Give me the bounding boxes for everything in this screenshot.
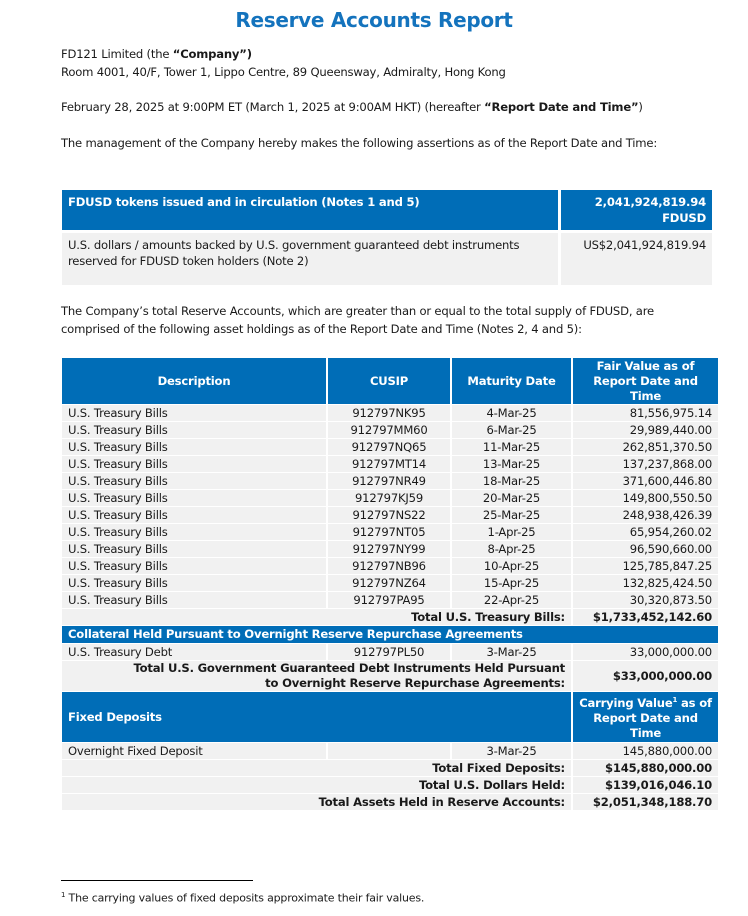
cell-maturity: 13-Mar-25 [452, 456, 571, 472]
cell-value: 65,954,260.02 [573, 524, 718, 540]
cell-value: 132,825,424.50 [573, 575, 718, 591]
treasury-bill-row [62, 456, 718, 472]
cell-cusip: 912797NQ65 [328, 439, 450, 455]
company-block [61, 45, 506, 81]
treasury-bill-row [62, 490, 718, 506]
collateral-header-row [62, 626, 718, 643]
col-description: Description [62, 358, 326, 404]
summary-table [59, 187, 715, 288]
cell-maturity: 6-Mar-25 [452, 422, 571, 438]
company-address: Room 4001, 40/F, Tower 1, Lippo Centre, 89 Queensway, Admiralty, Hong Kong [61, 65, 506, 79]
cell-cusip: 912797NB96 [328, 558, 450, 574]
cell-value: 29,989,440.00 [573, 422, 718, 438]
total-assets-row: Total Assets Held in Reserve Accounts: $2,051,348,188.70 [62, 794, 718, 810]
cell-maturity: 18-Mar-25 [452, 473, 571, 489]
treasury-bill-row [62, 541, 718, 557]
treasury-bills-body [62, 405, 718, 608]
footnote-divider [61, 880, 253, 881]
cell-description: U.S. Treasury Bills [62, 490, 326, 506]
summary-row-value: US$2,041,924,819.94 [561, 233, 712, 285]
treasury-bill-row [62, 558, 718, 574]
summary-header-label: FDUSD tokens issued and in circulation (Notes 1 and 5) [62, 190, 558, 230]
cell-description: U.S. Treasury Bills [62, 439, 326, 455]
cell-cusip: 912797NR49 [328, 473, 450, 489]
cell-cusip: 912797NK95 [328, 405, 450, 421]
total-collateral-value: $33,000,000.00 [573, 661, 718, 691]
fixed-deposits-header-row [62, 692, 718, 742]
cell-maturity: 15-Apr-25 [452, 575, 571, 591]
cell-description: U.S. Treasury Bills [62, 541, 326, 557]
cell-cusip: 912797KJ59 [328, 490, 450, 506]
cell-description: U.S. Treasury Bills [62, 405, 326, 421]
fixed-deposit-row: Overnight Fixed Deposit 3-Mar-25 145,880,000.00 [62, 743, 718, 759]
company-name: FD121 Limited (the “Company”) [61, 47, 252, 61]
total-treasury-label: Total U.S. Treasury Bills: [62, 609, 571, 625]
cell-cusip: 912797NZ64 [328, 575, 450, 591]
cell-maturity: 25-Mar-25 [452, 507, 571, 523]
cell-value: 149,800,550.50 [573, 490, 718, 506]
cell-value: 96,590,660.00 [573, 541, 718, 557]
summary-header-row [62, 190, 712, 230]
cell-maturity: 1-Apr-25 [452, 524, 571, 540]
carrying-value-header: Carrying Value$^1$ as of Report Date and Time [573, 692, 718, 742]
holdings-table [60, 357, 720, 811]
cell-description: U.S. Treasury Bills [62, 473, 326, 489]
cell-cusip: 912797MM60 [328, 422, 450, 438]
cell-description: U.S. Treasury Bills [62, 575, 326, 591]
total-treasury-value: $1,733,452,142.60 [573, 609, 718, 625]
assertion-intro: The management of the Company hereby makes the following assertions as of the Report Date and Time: [61, 136, 658, 150]
cell-description: U.S. Treasury Bills [62, 422, 326, 438]
report-title: Reserve Accounts Report [235, 8, 513, 32]
cell-value: 81,556,975.14 [573, 405, 718, 421]
summary-row [62, 233, 712, 285]
cell-cusip: 912797NY99 [328, 541, 450, 557]
cell-maturity: 8-Apr-25 [452, 541, 571, 557]
total-collateral-label: Total U.S. Government Guaranteed Debt Instruments Held Pursuant to Overnight Reserve Repurchase Agreements: [62, 661, 571, 691]
cell-value: 137,237,868.00 [573, 456, 718, 472]
cell-cusip: 912797NT05 [328, 524, 450, 540]
col-fair-value: Fair Value as of Report Date and Time [573, 358, 718, 404]
cell-value: 371,600,446.80 [573, 473, 718, 489]
treasury-bill-row [62, 439, 718, 455]
cell-cusip: 912797NS22 [328, 507, 450, 523]
total-usd-row: Total U.S. Dollars Held: $139,016,046.10 [62, 777, 718, 793]
treasury-bill-row [62, 422, 718, 438]
report-date: February 28, 2025 at 9:00PM ET (March 1, 2025 at 9:00AM HKT) (hereafter “Report Date and Time”) [61, 100, 643, 114]
total-collateral-row [62, 661, 718, 691]
cell-description: U.S. Treasury Bills [62, 592, 326, 608]
cell-maturity: 4-Mar-25 [452, 405, 571, 421]
cell-maturity: 10-Apr-25 [452, 558, 571, 574]
treasury-bill-row [62, 592, 718, 608]
treasury-bill-row [62, 575, 718, 591]
cell-maturity: 22-Apr-25 [452, 592, 571, 608]
col-cusip: CUSIP [328, 358, 450, 404]
cell-value: 248,938,426.39 [573, 507, 718, 523]
treasury-bill-row [62, 405, 718, 421]
cell-value: 125,785,847.25 [573, 558, 718, 574]
treasury-bill-row [62, 507, 718, 523]
cell-description: U.S. Treasury Bills [62, 524, 326, 540]
col-maturity: Maturity Date [452, 358, 571, 404]
collateral-header: Collateral Held Pursuant to Overnight Reserve Repurchase Agreements [62, 626, 718, 643]
cell-cusip: 912797PA95 [328, 592, 450, 608]
cell-cusip: 912797MT14 [328, 456, 450, 472]
cell-maturity: 20-Mar-25 [452, 490, 571, 506]
holdings-intro: The Company’s total Reserve Accounts, which are greater than or equal to the total supply of FDUSD, are comprised of the following asset holdings as of the Report Date and Time (Notes 2, 4 and 5): [61, 304, 654, 336]
cell-maturity: 11-Mar-25 [452, 439, 571, 455]
summary-header-value: 2,041,924,819.94 FDUSD [561, 190, 712, 230]
holdings-header-row [62, 358, 718, 404]
cell-description: U.S. Treasury Bills [62, 456, 326, 472]
cell-description: U.S. Treasury Bills [62, 558, 326, 574]
treasury-bill-row [62, 473, 718, 489]
total-treasury-row [62, 609, 718, 625]
collateral-row: U.S. Treasury Debt 912797PL50 3-Mar-25 33,000,000.00 [62, 644, 718, 660]
cell-value: 262,851,370.50 [573, 439, 718, 455]
summary-row-label: U.S. dollars / amounts backed by U.S. government guaranteed debt instruments reserved for FDUSD token holders (Note 2) [62, 233, 558, 285]
fixed-deposits-header: Fixed Deposits [62, 692, 571, 742]
footnote: $^1$ The carrying values of fixed deposits approximate their fair values. [61, 891, 425, 905]
treasury-bill-row [62, 524, 718, 540]
cell-value: 30,320,873.50 [573, 592, 718, 608]
cell-description: U.S. Treasury Bills [62, 507, 326, 523]
total-fixed-row: Total Fixed Deposits: $145,880,000.00 [62, 760, 718, 776]
